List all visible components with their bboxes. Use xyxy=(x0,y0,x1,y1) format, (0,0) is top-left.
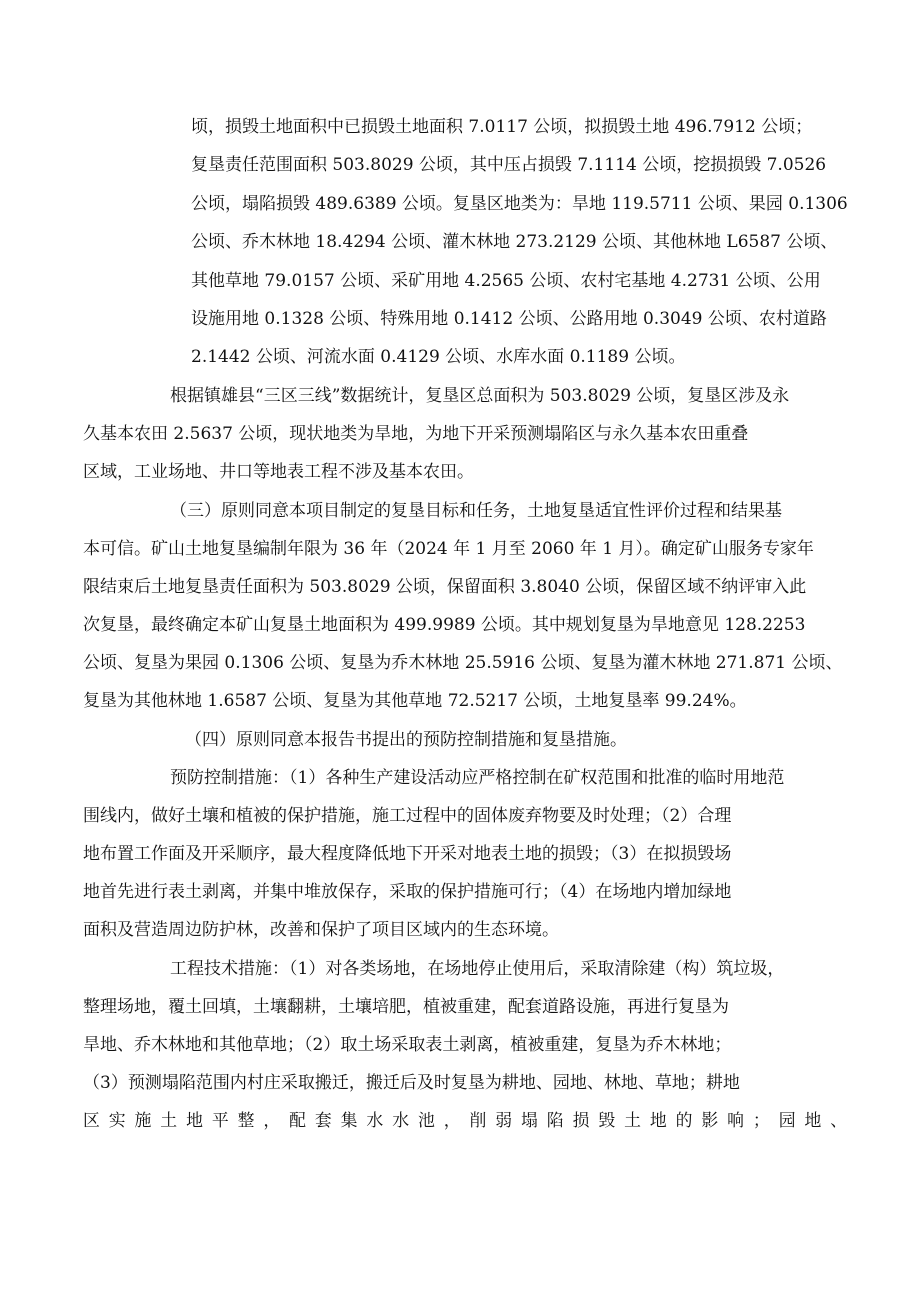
text-line: 面积及营造周边防护林，改善和保护了项目区域内的生态环境。 xyxy=(83,920,559,940)
text-line: 预防控制措施：（1）各种生产建设活动应严格控制在矿权范围和批准的临时用地范 xyxy=(170,768,785,788)
text-line: 设施用地 0.1328 公顷、特殊用地 0.1412 公顷、公路用地 0.3049 公顷、农村道路 xyxy=(191,309,827,329)
text-line: 地布置工作面及开采顺序，最大程度降低地下开采对地表土地的损毁；（3）在拟损毁场 xyxy=(83,844,732,864)
text-line: 复垦为其他林地 1.6587 公顷、复垦为其他草地 72.5217 公顷，土地复垦率 99.24%。 xyxy=(83,691,747,711)
text-line: 整理场地，覆土回填，土壤翻耕，土壤培肥，植被重建，配套道路设施，再进行复垦为 xyxy=(83,997,729,1017)
text-line: 区域，工业场地、井口等地表工程不涉及基本农田。 xyxy=(83,462,474,482)
text-line: 次复垦，最终确定本矿山复垦土地面积为 499.9989 公顷。其中规划复垦为旱地意见 128.2253 xyxy=(83,615,806,635)
text-line: （四）原则同意本报告书提出的预防控制措施和复垦措施。 xyxy=(185,730,627,750)
text-line: 区实施土地平整，配套集水水池，削弱塌陷损毁土地的影响；园地、 xyxy=(83,1111,856,1131)
text-line: 公顷，塌陷损毁 489.6389 公顷。复垦区地类为：旱地 119.5711 公顷、果园 0.1306 xyxy=(191,194,848,214)
text-line: 旱地、乔木林地和其他草地；（2）取土场采取表土剥离，植被重建，复垦为乔木林地； xyxy=(83,1035,732,1055)
text-line: 公顷、复垦为果园 0.1306 公顷、复垦为乔木林地 25.5916 公顷、复垦为灌木林地 271.871 公顷、 xyxy=(83,653,843,673)
text-line: 其他草地 79.0157 公顷、采矿用地 4.2565 公顷、农村宅基地 4.2731 公顷、公用 xyxy=(191,271,821,291)
text-line: 地首先进行表土剥离，并集中堆放保存，采取的保护措施可行；（4）在场地内增加绿地 xyxy=(83,882,732,902)
text-line: 久基本农田 2.5637 公顷，现状地类为旱地，为地下开采预测塌陷区与永久基本农田重叠 xyxy=(83,424,749,444)
text-line: 本可信。矿山土地复垦编制年限为 36 年（2024 年 1 月至 2060 年 1 月）。确定矿山服务专家年 xyxy=(83,539,814,559)
text-line: 围线内，做好土壤和植被的保护措施，施工过程中的固体废弃物要及时处理；（2）合理 xyxy=(83,806,732,826)
text-line: 根据镇雄县“三区三线”数据统计，复垦区总面积为 503.8029 公顷，复垦区涉及永 xyxy=(170,386,790,406)
text-line: 限结束后土地复垦责任面积为 503.8029 公顷，保留面积 3.8040 公顷，保留区域不纳评审入此 xyxy=(83,577,807,597)
text-line: （三）原则同意本项目制定的复垦目标和任务，土地复垦适宜性评价过程和结果基 xyxy=(170,501,782,521)
text-line: 顷，损毁土地面积中已损毁土地面积 7.0117 公顷，拟损毁土地 496.7912 公顷； xyxy=(191,117,813,137)
text-line: （3）预测塌陷范围内村庄采取搬迁，搬迁后及时复垦为耕地、园地、林地、草地；耕地 xyxy=(83,1073,740,1093)
text-line: 工程技术措施：（1）对各类场地，在场地停止使用后，采取清除建（构）筑垃圾， xyxy=(170,959,785,979)
text-line: 2.1442 公顷、河流水面 0.4129 公顷、水库水面 0.1189 公顷。 xyxy=(191,347,686,367)
text-line: 复垦责任范围面积 503.8029 公顷，其中压占损毁 7.1114 公顷，挖损损毁 7.0526 xyxy=(191,155,827,175)
text-line: 公顷、乔木林地 18.4294 公顷、灌木林地 273.2129 公顷、其他林地 L6587 公顷、 xyxy=(191,232,838,252)
